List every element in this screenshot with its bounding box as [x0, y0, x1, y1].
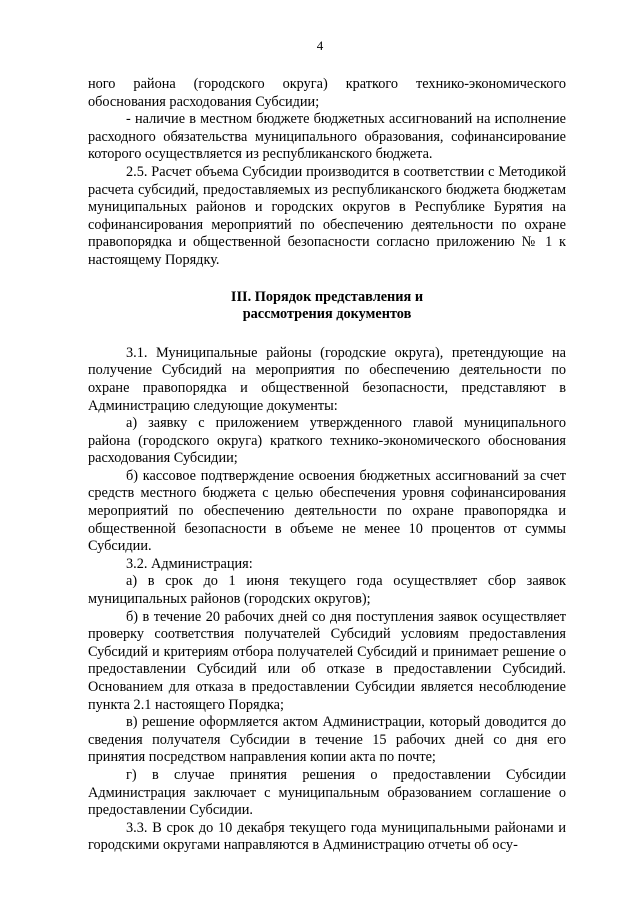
- paragraph: б) в течение 20 рабочих дней со дня поступления заявок осуществляет проверку соответствия получателей Субсидий условиям предоставления Субсидий и критериям отбора получателей Субсидий и принимает решение о предоставлении Субсидий или об отказе в предоставлении Субсидий. Основанием для отказа в предоставлении Субсидии является несоблюдение пункта 2.1 настоящего Порядка;: [88, 608, 566, 713]
- paragraph: 2.5. Расчет объема Субсидии производится в соответствии с Методикой расчета субсидий, предоставляемых из республиканского бюджета бюджетам муниципальных районов и городских округов в Республике Бурятия на софинансирования мероприятий по обеспечению деятельности по охране правопорядка и общественной безопасности согласно приложению № 1 к настоящему Порядку.: [88, 163, 566, 268]
- section-heading: [88, 289, 566, 324]
- paragraph: 3.2. Администрация:: [126, 555, 253, 572]
- paragraph: 3.3. В срок до 10 декабря текущего года муниципальными районами и городскими округами направляются в Администрацию отчеты об осу-: [88, 819, 566, 854]
- paragraph: б) кассовое подтверждение освоения бюджетных ассигнований за счет средств местного бюджета с целью обеспечения уровня софинансирования мероприятий по обеспечению деятельности по охране правопорядка и общественной безопасности в объеме не менее 10 процентов от суммы Субсидии.: [88, 467, 566, 555]
- paragraph: в) решение оформляется актом Администрации, который доводится до сведения получателя Субсидии в течение 15 рабочих дней со дня его принятия посредством направления копии акта по почте;: [88, 714, 566, 766]
- paragraph: - наличие в местном бюджете бюджетных ассигнований на исполнение расходного обязательства муниципального образования, софинансирование которого осуществляется из республиканского бюджета.: [88, 111, 566, 163]
- section-heading-line: рассмотрения документов: [242, 306, 412, 323]
- paragraph: а) заявку с приложением утвержденного главой муниципального района (городского округа) краткого технико-экономического обоснования расходования Субсидии;: [88, 415, 566, 467]
- paragraph: а) в срок до 1 июня текущего года осуществляет сбор заявок муниципальных районов (городских округов);: [88, 573, 566, 608]
- document-body: [88, 76, 566, 855]
- paragraph: ного района (городского округа) краткого технико-экономического обоснования расходования Субсидии;: [88, 76, 566, 110]
- section-heading-line: III. Порядок представления и: [230, 288, 424, 305]
- page-number: 4: [316, 38, 324, 53]
- paragraph: 3.1. Муниципальные районы (городские округа), претендующие на получение Субсидий на мероприятия по обеспечению деятельности по охране правопорядка и общественной безопасности, представляют в Администрацию следующие документы:: [88, 344, 566, 414]
- paragraph: г) в случае принятия решения о предоставлении Субсидии Администрация заключает с муниципальным образованием соглашение о предоставлении Субсидии.: [88, 766, 566, 819]
